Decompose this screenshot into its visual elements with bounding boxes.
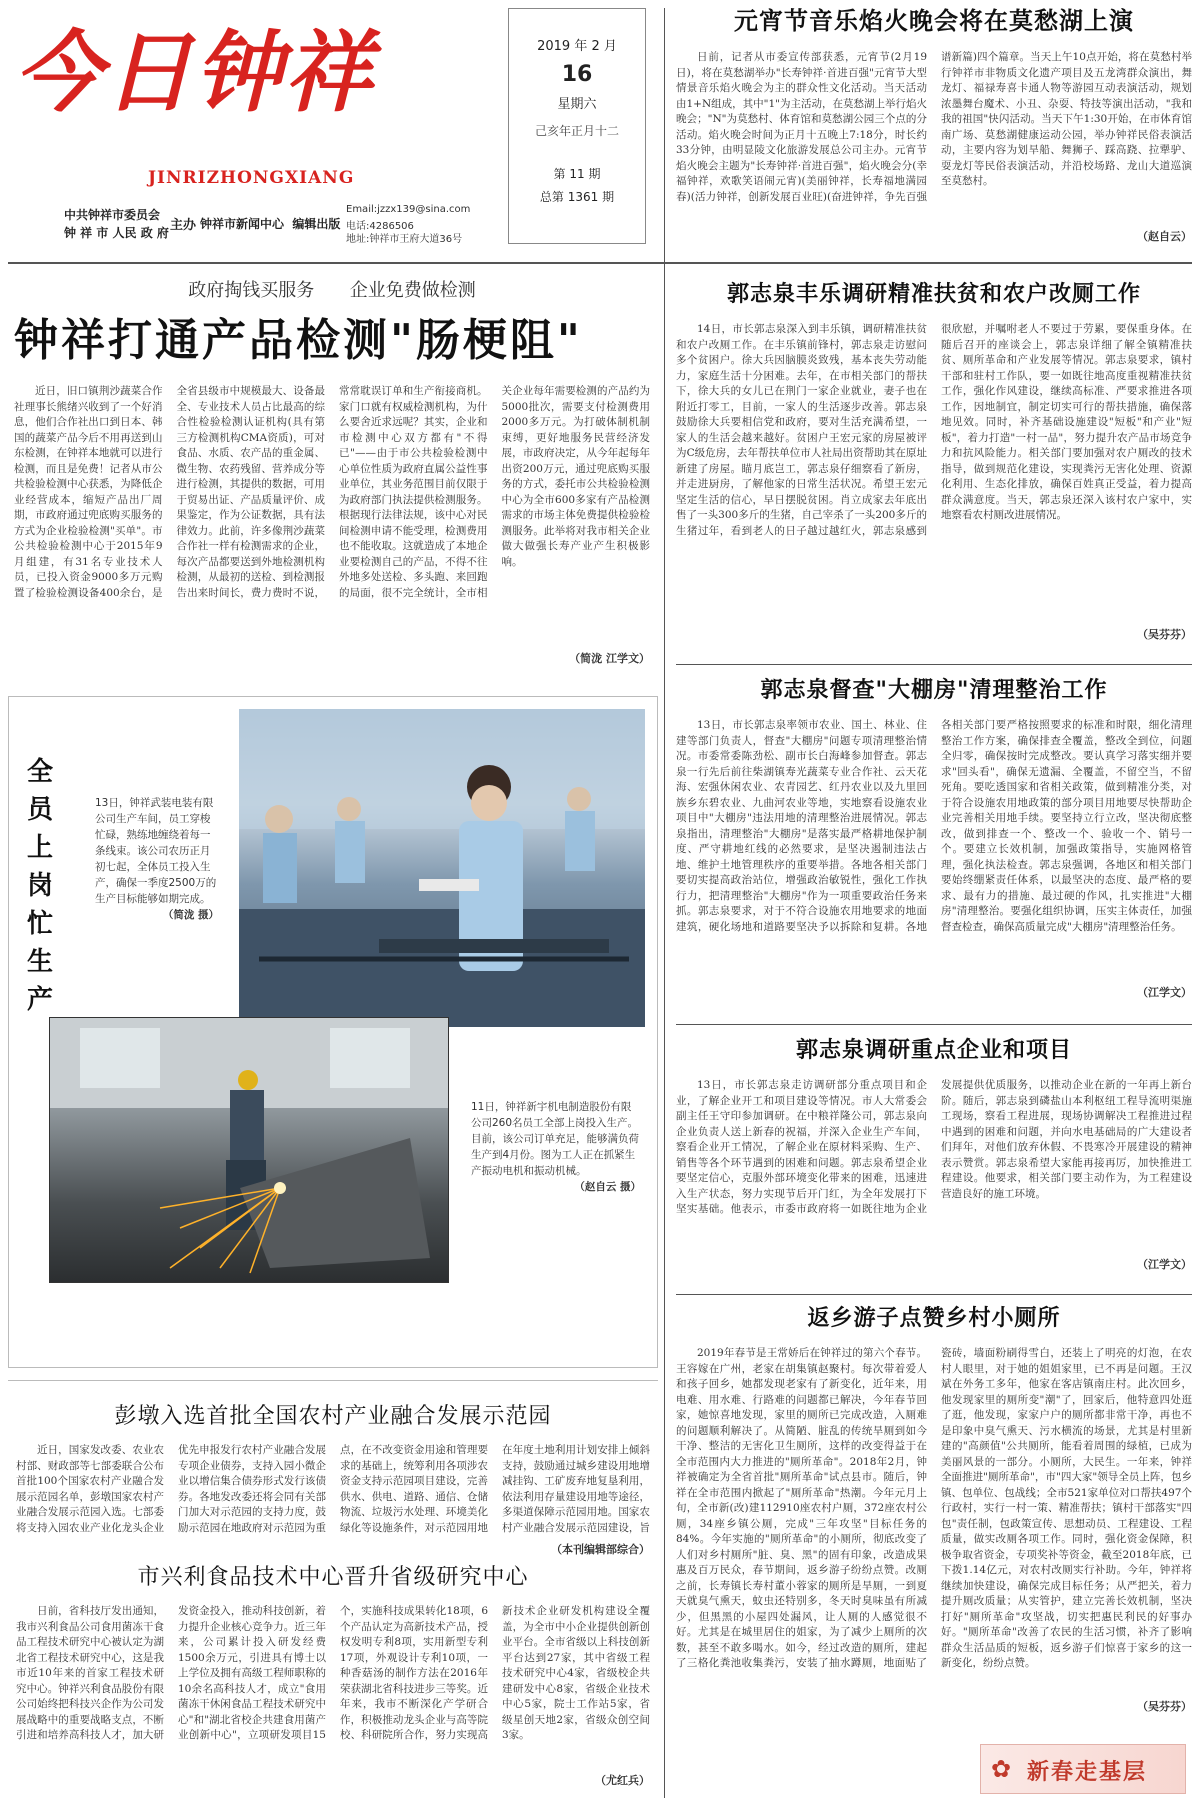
plum-blossom-icon: ✿ [991,1755,1012,1783]
article-pengdun-byline: （本刊编辑部综合） [551,1543,650,1556]
article-toilet-byline: （吴芬芬） [1137,1700,1192,1713]
article-testing-text: 近日，旧口镇荆沙蔬菜合作社理事长熊绪兴收到了一个好消息，他们合作社出口到日本、韩国的蔬菜产品今后不用再送到山东检测，在钟祥本地就可以进行检测，而且是免费！记者从市公共检验检测中心获悉，为降低企业经营成本，缩短产品出厂周期，市政府通过兜底购买服务的方式为企业检验检测"买单"。市公共检验检测中心于2015年9月组建，有31名专业技术人员，已投入资金9000多万元购置了检验检测设备400余台，是全省县级市中规模最大、设备最全、专业技术人员占比最高的综合性检验检测认证机构(具有第三方检测机构CMA资质)，可对食品、水质、农产品的重金属、微生物、农药残留、营养成分等进行检测，其提供的数据，可用于贸易出证、产品质量评价、成果鉴定，作为公证数据，具有法律效力。此前，许多像荆沙蔬菜合作社一样有检测需求的企业，每次产品都要送到外地检测机构检测，从最初的送检、到检测报告出来时间长，费力费时不说，常常耽误订单和生产衔接商机。家门口就有权威检测机构，为什么要舍近求远呢？其实，企业和市检测中心双方都有"不得已"——由于市公共检验检测中心单位性质为政府直属公益性事业单位，其业务范围目前仅限于为政府部门执法提供检测服务。根据现行法律法规，该中心对民间检测申请不能受理，检测费用也不能收取。这就造成了本地企业要检测自己的产品，不得不往外地多处送检、多头跑、来回跑的局面，很不完全统计，全市相关企业每年需要检测的产品约为5000批次，需要支付检测费用2000多万元。为打破体制机制束缚，更好地服务民营经济发展，市政府决定，从今年起每年出资200万元，通过兜底购买服务的方式，委托市公共检验检测中心为全市600多家有产品检测需求的市场主体免费提供检验检测服务。此举将对我市相关企业做大做强长寿产业产生积极影响。 [14,385,650,599]
masthead-phone: 电话:4286506 [346,221,414,232]
article-toilet-body [676,1346,1192,1698]
article-fengle-body [676,322,1192,626]
article-food-byline: （尤红兵） [595,1774,650,1787]
caption-2-credit: （赵自云 摄） [574,1181,641,1193]
spring-banner [980,1744,1186,1794]
date-box [508,8,646,244]
date-day: 16 [561,62,593,87]
article-fengle-headline: 郭志泉丰乐调研精准扶贫和农户改厕工作 [726,281,1141,307]
photo-feature-vertical-title: 全员上岗忙生产 [27,757,54,1015]
article-testing-kicker-right: 企业免费做检测 [349,280,476,301]
date-lunar: 己亥年正月十二 [534,124,619,138]
photo-feature-caption-1 [95,795,219,975]
article-testing-headline: 钟祥打通产品检测"肠梗阻" [14,315,583,366]
article-greenhouse [676,672,1192,1018]
caption-2-text: 11日，钟祥新宇机电制造股份有限公司260名员工全部上岗投入生产。目前，该公司订单充足，能够满负荷生产到4月份。图为工人正在抓紧生产振动电机和振动机械。 [471,1101,639,1177]
date-total-issue: 总第 1361 期 [539,190,615,204]
article-food-headline: 市兴利食品技术中心晋升省级研究中心 [137,1565,529,1590]
article-fengle-byline: （吴芬芬） [1137,628,1192,641]
masthead-host-label: 主办 [170,218,197,233]
article-testing-byline: （简泷 江学文） [569,652,650,665]
article-lantern-headline: 元宵节音乐焰火晚会将在莫愁湖上演 [734,6,1134,35]
masthead-pinyin: JINRIZHONGXIANG [148,168,355,188]
article-enterprises-text: 13日，市长郭志泉走访调研部分重点项目和企业，了解企业开工和项目建设等情况。市人大常委会副主任王守印参加调研。在中粮祥隆公司，郭志泉向企业负责人送上新春的祝福，并深入企业生产车间，察看企业开工情况，了解企业在原材料采购、生产、销售等各个环节遇到的困难和问题。郭志泉希望企业要坚定信心，克服外部环境变化带来的困难，迅速进入生产状态，努力实现节后开门红，为全年发展打下坚实基础。他表示，市委市政府将一如既往地为企业发展提供优质服务，以推动企业在新的一年再上新台阶。随后，郭志泉到磷盐山本利枢纽工程导流明渠施工现场，察看工程进展，现场协调解决工程推进过程中遇到的困难和问题，并向水电基础局的广大建设者们拜年，对他们放弃休假、不畏寒冷开展建设的精神表示赞赏。郭志泉希望大家能再接再厉，加快推进工程建设。他要求，相关部门要主动作为，为工程建设营造良好的施工环境。 [676,1079,1192,1215]
article-testing-body [14,384,650,650]
article-food [8,1560,658,1798]
enterprises-rule [676,1294,1192,1295]
masthead [8,8,498,248]
article-toilet-headline: 返乡游子点赞乡村小厕所 [807,1305,1061,1331]
article-lantern-text: 日前，记者从市委宣传部获悉，元宵节(2月19日)，将在莫愁湖举办"长寿钟祥·首进百强"元宵节大型情景音乐焰火晚会为主的群众性文化活动。当天活动由1+N组成，其中"1"为主活动，在莫愁湖上举行焰火晚会；"N"为莫愁村、体育馆和莫愁湖公园三个点的分活动。焰火晚会时间为正月十五晚上7:18分，时长约33分钟，由明显陵文化旅游发展总公司主办。元宵节焰火晚会主题为"长寿钟祥·首进百强"，焰火晚会分(幸福钟祥，欢歌笑语闹元宵)(美丽钟祥，长寿福地满园春)(活力钟祥，创新发展百业旺)(奋进钟祥，争先百强谱新篇)四个篇章。当天上午10点开始，将在莫愁村举行钟祥市非物质文化遗产项目及五龙湾群众演出，舞龙灯、福禄寿喜卡通人物等游园互动表演活动，规划浓墨舞台魔术、小丑、杂耍、特技等演出活动，"我和我的祖国"快闪活动。当天下午1:30开始，在市体育馆南广场、莫愁湖健康运动公园，举办钟祥民俗表演活动，主要内容为划旱船、舞狮子、踩高跷、拉犟驴、耍龙灯等民俗表演活动，并沿校场路、龙山大道巡演至莫愁村。 [676,51,1192,203]
article-lantern-byline: （赵自云） [1137,230,1192,243]
caption-1-text: 13日，钟祥武装电装有限公司生产车间，员工穿梭忙碌，熟练地缠绕着每一条线束。该公司农历正月初七起，全体员工投入生产，确保一季度2500万的生产目标能够如期完成。 [95,797,217,905]
article-greenhouse-body [676,718,1192,984]
article-greenhouse-headline: 郭志泉督查"大棚房"清理整治工作 [760,677,1108,703]
article-testing-kicker [14,276,650,302]
factory-workers-photo [239,709,645,1027]
article-lantern-body [676,50,1192,226]
date-year-month: 2019 年 2 月 [537,39,617,54]
article-enterprises-body [676,1078,1192,1256]
factory-workers-photo-art [239,709,645,1027]
article-pengdun-text: 近日，国家发改委、农业农村部、财政部等七部委联合公布首批100个国家农村产业融合发展示范园名单，彭墩国家农村产业融合发展示范园入选。七部委将支持入园农业产业化龙头企业优先申报发行农村产业融合发展专项企业债券，支持入园小微企业以增信集合债券形式发行该债券。各地发改委还将会同有关部门加大对示范园的支持力度，鼓励示范园在地政府对示范园为重点，在不改变资金用途和管理要求的基础上，统筹利用各项涉农资金支持示范园项目建设，完善供水、供电、道路、通信、仓储物流、垃圾污水处理、环境美化绿化等设施条件，对示范园用地在年度土地利用计划安排上倾斜支持，鼓励通过城乡建设用地增减挂钩、工矿废弃地复垦利用，依法利用存量建设用地等途径，多渠道保障示范园用地。国家农村产业融合发展示范园建设，旨 [16,1444,650,1534]
masthead-logo: 今日钟祥 [14,20,375,124]
article-fengle-text: 14日，市长郭志泉深入到丰乐镇，调研精准扶贫和农户改厕工作。在丰乐镇前锋村，郭志泉走访慰问多个贫困户。徐大兵因脑膜炎致残，基本丧失劳动能力，家庭生活十分困难。去年，在市相关部门的帮扶下，徐大兵的女儿已在荆门一家企业就业，妻子也在附近打零工，目前，一家人的生活逐步改善。郭志泉鼓励徐大兵要相信党和政府，要对生活充满希望，一家人的生活会越来越好。贫困户王宏元家的房屋被评为C级危房，去年帮扶单位市人社局出资帮助其在原址新建了房屋。瞄月底岂工，郭志泉仔细察看了新房，并走进厨房，了解他家的日常生活状况。希望王宏元坚定生活的信心，早日摆脱贫困。肖立成家去年底出售了一头300多斤的生猪，自己宰杀了一头200多斤的生猪过年，看到老人的日子越过越红火，郭志泉感到很欣慰，并嘱咐老人不要过于劳累，要保重身体。在随后召开的座谈会上，郭志泉详细了解全镇精准扶贫、厕所革命和产业发展等情况。郭志泉要求，镇村干部和驻村工作队，要一如既往地高度重视精准扶贫工作，强化作风建设，继续高标准、严要求推进各项工作，因地制宜，制定切实可行的帮扶措施，确保落地见效。同时，补齐基础设施建设"短板"和产业"短板"，着力打造"一村一品"，努力提升农产品市场竞争力和抗风险能力。相关部门要加强对农户厕改的技术指导，做到规范化建设，实现粪污无害化处理、资源化利用、生态化排放，确保百姓真正受益，着力提高群众满意度。当天，郭志泉还深入该村农户家中，实地察看农村厕改进展情况。 [676,323,1192,537]
article-enterprises [676,1032,1192,1288]
welding-worker-photo [49,1017,449,1283]
masthead-email: Email:jzzx139@sina.com [346,204,471,215]
greenhouse-rule [676,1024,1192,1025]
masthead-sponsor-1: 中共钟祥市委员会 [64,208,161,222]
article-greenhouse-text: 13日，市长郭志泉率领市农业、国土、林业、住建等部门负责人，督查"大棚房"问题专项清理整治情况。市委常委陈劲松、副市长白海峰参加督查。郭志泉一行先后前往柴湖镇寿光蔬菜专业合作社、云天花海、宏强休闲农业、农青园艺、红丹农业以及九里回族乡东碧农业、九曲河农业等地，实地察看设施农业项目中"大棚房"违法用地的清理整治进展情况。郭志泉指出，清理整治"大棚房"是落实最严格耕地保护制度、严守耕地红线的必然要求，是坚决遏制违法占地、维护土地管理秩序的重要举措。各地各相关部门要切实提高政治站位，增强政治敏锐性，强化工作执行力，把清理整治"大棚房"作为一项重要政治任务来抓。郭志泉要求，对于不符合设施农用地要求的地面建筑，硬化场地和道路要坚决予以拆除和复耕。各地各相关部门要严格按照要求的标准和时限，细化清理整治工作方案，确保排查全覆盖，整改全到位，问题全归零，确保按时完成整改。要认真学习落实细并要求"回头看"，确保无遗漏、全覆盖，不留空当，不留死角。要吃透国家和省相关政策，做到精准分类，对于符合设施农用地政策的部分项目用地要尽快帮助企业完善相关用地手续。要坚持立行立改，坚决彻底整改，做到排查一个、整改一个、验收一个、销号一个。要建立长效机制，加强政策指导，实施网格管理，强化执法检查。郭志泉强调，各地区和相关部门要始终绷紧责任体系，以最坚决的态度、最严格的要求、最有力的措施、最过硬的作风，扎实推进"大棚房"清理整治。要强化组织协调，压实主体责任，加强督查检查，确保高质量完成"大棚房"清理整治任务。 [676,719,1192,933]
article-enterprises-byline: （江学文） [1137,1258,1192,1271]
article-toilet-text: 2019年春节是王常娇后在钟祥过的第六个春节。王容嫁在广州，老家在胡集镇赵聚村。每次带着爱人和孩子回乡，她都发现老家有了新变化，近年来，用电难、用水难、行路难的问题都已解决，今年春节回家，她惊喜地发现，家里的厕所已完成改造，入厕难的问题顺利解决了。从简陋、脏乱的传统旱厕到如今干净、整洁的无害化卫生厕所，这样的改变得益于在全市范围内大力推进的"厕所革命"。2018年2月，钟祥被确定为全省首批"厕所革命"试点县市。随后，钟祥在全市范围内掀起了"厕所革命"热潮。今年元月上旬，全市新(改)建112910座农村户厕，372座农村公厕，34座乡镇公厕，完成"三年攻坚"目标任务的84%。今年实施的"厕所革命"的小厕所，彻底改变了人们对乡村厕所"脏、臭、黑"的固有印象，改造成果惠及百万民众，春节期间，返乡游子纷纷点赞。改厕之前，长寿镇长寿村董小蓉家的厕所是旱厕，一到夏天就臭气熏天，蚊虫还特别多，冬天时臭味虽有所减少，但黑黑的小屋四处漏风，让人厕的人感觉很不好。尤其是在城里居住的姐家，为了减少上厕所的次数，甚至不敢多喝水。如今，经过改造的厕所，建起了三格化粪池收集粪污，安装了抽水蹲厕，地面贴了瓷砖，墙面粉刷得雪白，还装上了明亮的灯泡，在农村人眼里，对于她的姐姐家里，已不再是问题。王汉斌在外务工多年，他家在客店镇南庄村。此次回乡，他发现家里的厕所变"潮"了，回家后，他特意四处逛了逛，他发现，家家户户的厕所都非常干净，再也不是印象中臭气熏天、污水横流的场景，尤其是村里新建的"高颜值"公共厕所，能看着周围的绿植，已成为美丽风景的一部分。小厕所，大民生。一年来，钟祥全面推进"厕所革命"，市"四大家"领导全员上阵，包乡镇、包单位、包战线；全市521家单位对口帮扶497个行政村，实行一村一策、精准帮扶；镇村干部落实"四包"责任制，包政策宣传、思想动员、工程建设、工程质量，做实改厕各项工作。同时，强化资金保障，积极争取省资金，专项奖补等资金，截至2018年底，已下拨1.14亿元，对农村改厕实行补助。今年，钟祥将继续加快建设，确保完成目标任务；从严把关，着力提升厕改质量；从实管护，建立完善长效机制，坚决打好"厕所革命"攻坚战，切实把惠民利民的好事办好。"厕所革命"改善了农民的生活习惯，补齐了影响群众生活品质的短板，返乡游子们惊喜于家乡的这一新变化，纷纷点赞。 [676,1347,1192,1669]
column-divider [664,8,665,1798]
article-pengdun [8,1380,658,1556]
article-testing [14,276,650,686]
article-toilet [676,1300,1192,1730]
welding-worker-photo-art [50,1018,449,1283]
article-testing-kicker-left: 政府掏钱买服务 [188,280,315,301]
fengle-rule [676,664,1192,665]
article-pengdun-body [16,1443,650,1541]
photo-feature-caption-2 [471,1099,641,1269]
masthead-sponsor-2: 钟 祥 市 人民 政 府 [64,226,169,240]
masthead-rule [8,262,1192,264]
photo-feature-box [8,696,658,1368]
date-weekday: 星期六 [557,97,597,112]
masthead-publisher: 钟祥市新闻中心 编辑出版 [200,217,341,231]
masthead-address: 地址:钟祥市王府大道36号 [346,234,463,245]
article-lantern [676,4,1192,258]
caption-1-credit: （简泷 摄） [162,909,219,921]
article-food-body [16,1604,650,1772]
article-greenhouse-byline: （江学文） [1137,986,1192,999]
article-enterprises-headline: 郭志泉调研重点企业和项目 [795,1037,1072,1063]
date-issue: 第 11 期 [553,167,601,181]
article-pengdun-headline: 彭墩入选首批全国农村产业融合发展示范园 [114,1404,552,1429]
article-food-text: 日前，省科技厅发出通知，我市兴利食品公司食用菌冻干食品工程技术研究中心被认定为湖北省工程技术研究中心，这是我市近10年来的首家工程技术研究中心。钟祥兴利食品股份有限公司始终把科技兴企作为公司发展战略中的重要战略支点，不断引进和培养高科技人才，加大研发资金投入，推动科技创新，着力提升企业核心竞争力。近三年来，公司累计投入研发经费1500余万元，引进具有博士以上学位及拥有高级工程师职称的10余名高科技人才，成立"食用菌冻干休闲食品工程技术研究中心"和"湖北省校企共建食用菌产业创新中心"，立项研发项目15个，实施科技成果转化18项，6个产品认定为高新技术产品，授权发明专利8项，实用新型专利17项，外观设计专利10项，一种香菇汤的制作方法在2016年荣获湖北省科技进步三等奖。近年来，我市不断深化产学研合作，积极推动龙头企业与高等院校、科研院所合作，努力实现高新技术企业研发机构建设全覆盖，为全市中小企业提供创新创业平台。全市省级以上科技创新平台达到27家，其中省级工程技术研究中心4家，省级校企共建研发中心8家，省级企业技术中心5家，院士工作站5家，省级星创天地2家，省级众创空间3家。 [16,1605,650,1741]
article-fengle [676,276,1192,660]
spring-banner-text: 新春走基层 [1027,1759,1148,1785]
